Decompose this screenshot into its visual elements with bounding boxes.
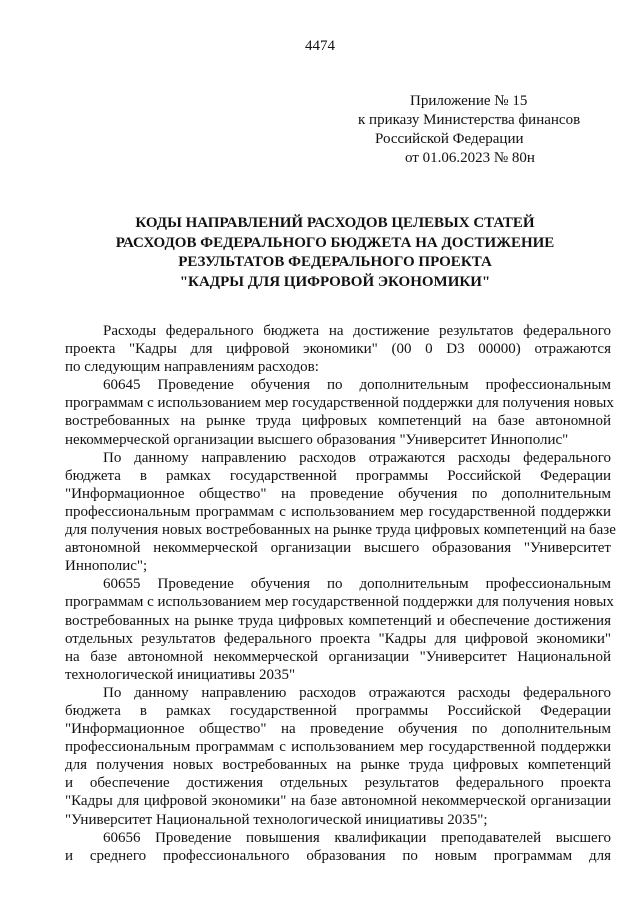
body-line: По данному направлению расходов отражаются расходы федерального	[103, 684, 611, 701]
title-line-2: РАСХОДОВ ФЕДЕРАЛЬНОГО БЮДЖЕТА НА ДОСТИЖЕНИЕ	[115, 234, 555, 251]
title-line-3: РЕЗУЛЬТАТОВ ФЕДЕРАЛЬНОГО ПРОЕКТА	[178, 254, 492, 270]
body-line: по следующим направлениям расходов:	[65, 359, 319, 376]
body-line: По данному направлению расходов отражаются расходы федерального	[103, 449, 611, 466]
body-line: программам с использованием мер государственной поддержки для получения новых	[65, 395, 614, 412]
body-line: для получения новых востребованных на рынке труда цифровых компетенций на базе	[65, 522, 616, 539]
body-line: "Информационное общество" на проведение обучения по дополнительным	[65, 721, 611, 738]
body-line: востребованных на рынке труда цифровых компетенций на базе автономной	[65, 413, 611, 430]
title-line-4: "КАДРЫ ДЛЯ ЦИФРОВОЙ ЭКОНОМИКИ"	[179, 273, 491, 290]
body-line: и среднего профессионального образования по новым программам для	[65, 847, 611, 864]
appendix-line-2: к приказу Министерства финансов	[358, 112, 581, 128]
body-line: отдельных результатов федерального проекта "Кадры для цифровой экономики"	[65, 630, 611, 647]
body-line: для получения новых востребованных на рынке труда цифровых компетенций	[65, 757, 611, 774]
body-line: проекта "Кадры для цифровой экономики" (00 0 D3 00000) отражаются	[65, 341, 611, 358]
document-body	[65, 322, 616, 865]
body-line: технологической инициативы 2035"	[65, 666, 296, 683]
body-line: "Университет Национальной технологической инициативы 2035";	[65, 811, 488, 828]
appendix-line-1: Приложение № 15	[410, 93, 528, 109]
body-line: бюджета в рамках государственной программы Российской Федерации	[65, 467, 611, 484]
body-line: 60656 Проведение повышения квалификации преподавателей высшего	[103, 829, 611, 846]
appendix-line-4: от 01.06.2023 № 80н	[405, 150, 535, 166]
body-line: бюджета в рамках государственной программы Российской Федерации	[65, 702, 611, 719]
document-title	[60, 214, 610, 292]
body-line: программам с использованием мер государственной поддержки для получения новых	[65, 594, 614, 611]
page-number: 4474	[305, 38, 335, 54]
body-line: Расходы федерального бюджета на достижение результатов федерального	[103, 323, 611, 339]
body-line: профессиональным программам с использованием мер государственной поддержки	[65, 739, 611, 756]
body-line: востребованных на рынке труда цифровых компетенций и обеспечение достижения	[65, 612, 611, 629]
appendix-line-3: Российской Федерации	[375, 131, 524, 147]
body-line: автономной некоммерческой организации высшего образования "Университет	[65, 540, 611, 557]
body-line: и обеспечение достижения отдельных результатов федерального проекта	[65, 775, 611, 792]
body-line: 60655 Проведение обучения по дополнительным профессиональным	[103, 576, 611, 593]
body-line: "Кадры для цифровой экономики" на базе автономной некоммерческой организации	[65, 793, 611, 810]
body-line: "Информационное общество" на проведение обучения по дополнительным	[65, 485, 611, 502]
body-line: на базе автономной некоммерческой организации "Университет Национальной	[65, 648, 611, 665]
body-line: профессиональным программам с использованием мер государственной поддержки	[65, 503, 611, 520]
body-line: Иннополис";	[65, 558, 148, 575]
body-line: 60645 Проведение обучения по дополнительным профессиональным	[103, 377, 611, 394]
title-line-1: КОДЫ НАПРАВЛЕНИЙ РАСХОДОВ ЦЕЛЕВЫХ СТАТЕЙ	[135, 215, 535, 231]
body-line: некоммерческой организации высшего образования "Университет Иннополис"	[65, 431, 569, 448]
